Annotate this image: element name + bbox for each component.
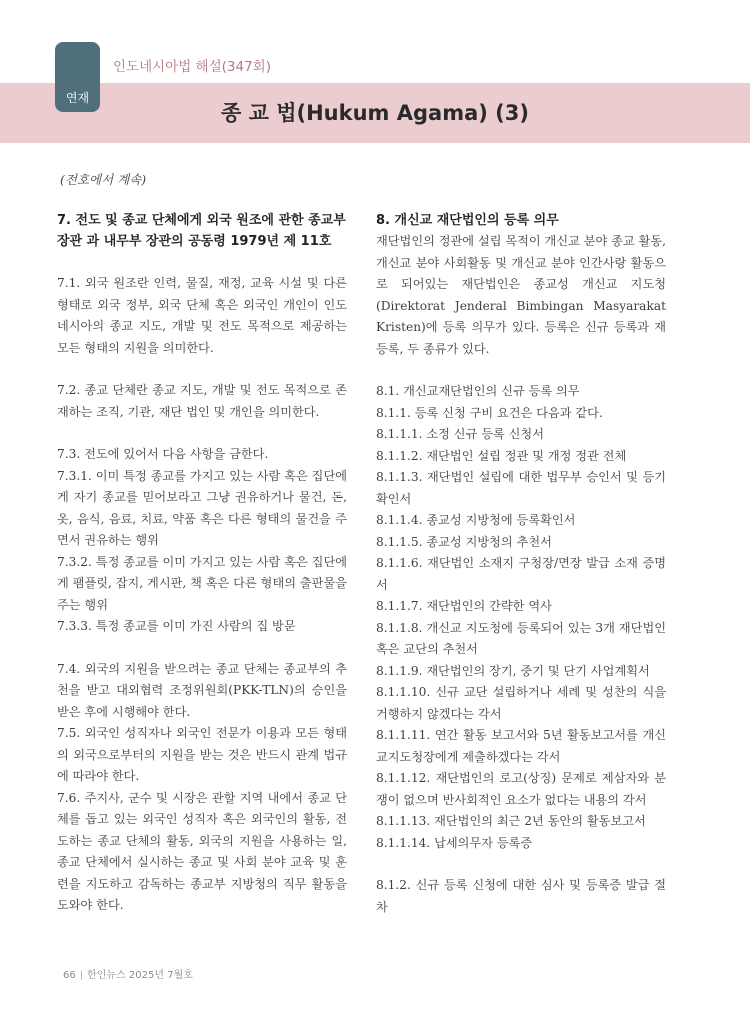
paragraph-8-1-1-5: 8.1.1.5. 종교성 지방청의 추천서 [376,534,552,549]
right-column [376,210,666,918]
paragraph-8-1-1-1: 8.1.1.1. 소정 신규 등록 신청서 [376,427,544,441]
article-title: 종 교 법(Hukum Agama) (3) [221,101,529,125]
paragraph-8-1-1-3: 8.1.1.3. 재단법인 설립에 대한 법무부 승인서 및 등기 확인서 [376,470,666,506]
paragraph-7-6: 7.6. 주지사, 군수 및 시장은 관할 지역 내에서 종교 단체를 돕고 있는 외국인 성직자 혹은 외국인의 활동, 전도하는 종교 단체의 활동, 외국의 지원을 사용하는 일, 종교 단체에서 실시하는 종교 및 사회 분야 교육 및 훈련을 지도하고 감독하는 종교부 지방청의 직무 활동을 도와야 한다. [57,790,347,912]
paragraph-8-1-1-7: 8.1.1.7. 재단법인의 간략한 역사 [376,599,552,613]
paragraph-7-3-1: 7.3.1. 이미 특정 종교를 가지고 있는 사람 혹은 집단에게 자기 종교를 믿어보라고 그냥 권유하거나 물건, 돈, 옷, 음식, 음료, 치료, 약품 혹은 다른 형태의 물건을 주면서 권유하는 행위 [57,468,347,547]
section-8-heading: 8. 개신교 재단법인의 등록 의무 [376,213,559,228]
paragraph-7-4: 7.4. 외국의 지원을 받으려는 종교 단체는 종교부의 추천을 받고 대외협력 조정위원회(PKK-TLN)의 승인을 받은 후에 시행해야 한다. [57,661,347,719]
paragraph-7-1: 7.1. 외국 원조란 인력, 물질, 재정, 교육 시설 및 다른 형태로 외국 정부, 외국 단체 혹은 외국인 개인이 인도네시아의 종교 지도, 개발 및 전도 목적으로 제공하는 모든 형태의 지원을 의미한다. [57,276,347,355]
paragraph-7-3-2: 7.3.2. 특정 종교를 이미 가지고 있는 사람 혹은 집단에게 팸플릿, 잡지, 게시판, 책 혹은 다른 형태의 출판물을 주는 행위 [57,554,347,612]
paragraph-8-1-1-11: 8.1.1.11. 연간 활동 보고서와 5년 활동보고서를 개신교지도청장에게 제출하겠다는 각서 [376,728,666,764]
paragraph-8-1-1-14: 8.1.1.14. 납세의무자 등록증 [376,835,533,850]
paragraph-7-3-3: 7.3.3. 특정 종교를 이미 가진 사람의 집 방문 [57,619,296,633]
paragraph-7-5: 7.5. 외국인 성직자나 외국인 전문가 이용과 모든 형태의 외국으로부터의 지원을 받는 것은 반드시 관계 법규에 따라야 한다. [57,726,347,783]
paragraph-8-1-1-2: 8.1.1.2. 재단법인 설립 정관 및 개정 정관 전체 [376,448,627,463]
paragraph-8-1-1-12: 8.1.1.12. 재단법인의 로고(상징) 문제로 제삼자와 분쟁이 없으며 반사회적인 요소가 없다는 내용의 각서 [376,771,666,807]
section-8-intro: 재단법인의 정관에 설립 목적이 개신교 분야 종교 활동, 개신교 분야 사회활동 및 개신교 분야 인간사랑 활동으로 되어있는 재단법인은 종교성 개신교 지도청(Direktorat Jenderal Bimbingan Masyarakat Kristen)에 등록 의무가 있다. 등록은 신규 등록과 재등록, 두 종류가 있다. [376,234,667,356]
page-footer [63,966,193,981]
section-7-heading: 7. 전도 및 종교 단체에게 외국 원조에 관한 종교부 장관 과 내무부 장관의 공동령 1979년 제 11호 [57,213,346,249]
publication-name: 한인뉴스 2025년 7월호 [87,970,193,981]
paragraph-8-1-2: 8.1.2. 신규 등록 신청에 대한 심사 및 등록증 발급 절차 [376,878,666,914]
serial-tab-label: 연재 [65,91,90,105]
paragraph-8-1-1-8: 8.1.1.8. 개신교 지도청에 등록되어 있는 3개 재단법인 혹은 교단의 추천서 [376,620,666,656]
paragraph-8-1: 8.1. 개신교재단법인의 신규 등록 의무 [376,384,580,398]
page-number: 66 [63,970,76,981]
paragraph-7-3: 7.3. 전도에 있어서 다음 사항을 금한다. [57,447,269,461]
paragraph-8-1-1-6: 8.1.1.6. 재단법인 소재지 구청장/면장 발급 소재 증명서 [376,556,666,592]
paragraph-7-2: 7.2. 종교 단체란 종교 지도, 개발 및 전도 목적으로 존재하는 조직, 기관, 재단 법인 및 개인을 의미한다. [57,383,347,419]
continued-note: (전호에서 계속) [60,172,147,187]
paragraph-8-1-1: 8.1.1. 등록 신청 구비 요건은 다음과 같다. [376,405,603,420]
series-label: 인도네시아법 해설(347회) [113,59,271,75]
paragraph-8-1-1-10: 8.1.1.10. 신규 교단 설립하거나 세례 및 성찬의 식을 거행하지 않겠다는 각서 [376,685,666,721]
left-column [57,210,347,917]
footer-separator: | [79,970,84,981]
paragraph-8-1-1-4: 8.1.1.4. 종교성 지방청에 등록확인서 [376,513,576,527]
paragraph-8-1-1-13: 8.1.1.13. 재단법인의 최근 2년 동안의 활동보고서 [376,814,646,828]
paragraph-8-1-1-9: 8.1.1.9. 재단법인의 장기, 중기 및 단기 사업계획서 [376,663,650,678]
